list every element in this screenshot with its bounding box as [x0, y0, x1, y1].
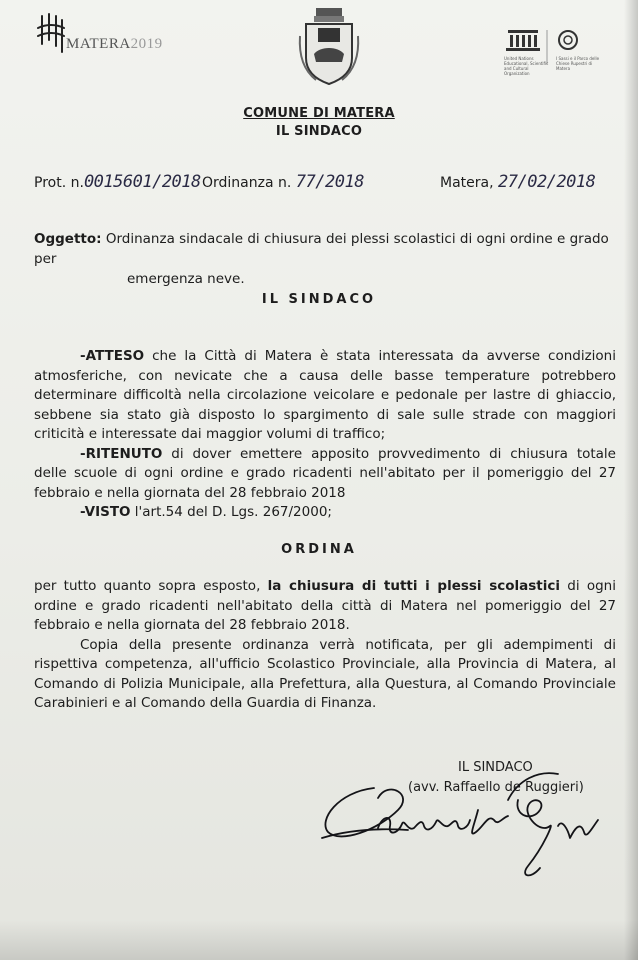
visto-text: l'art.54 del D. Lgs. 267/2000;	[130, 504, 332, 520]
ritenuto-text: di dover emettere apposito provvedimento di chiusura totale delle scuole di ogni ordine e grado ricadenti nell'abitato per il pomeriggio del 27 febbraio e nella giornata del 28 febbraio 2018	[34, 445, 616, 501]
order-paragraph	[34, 577, 616, 636]
place-label: Matera,	[440, 175, 494, 191]
visto-label: -VISTO	[80, 504, 131, 520]
matera-2019-logo-text: MATERA2019	[66, 36, 163, 52]
ordinance-value: 77/2018	[295, 172, 364, 192]
order-text	[34, 577, 616, 714]
atteso-paragraph	[34, 347, 616, 445]
ritenuto-paragraph	[34, 445, 616, 504]
subject	[34, 229, 614, 289]
signer-title: IL SINDACO	[458, 760, 533, 775]
subject-line-2: emergenza neve.	[127, 271, 245, 287]
page-shadow-right	[624, 0, 638, 960]
protocol-number	[34, 172, 201, 192]
heading-ordina: ORDINA	[281, 542, 357, 557]
subject-label: Oggetto:	[34, 231, 102, 247]
visto-paragraph	[34, 503, 616, 523]
atteso-text: che la Città di Matera è stata interessata da avverse condizioni atmosferiche, con nevicate che a causa delle basse temperature potrebbero determinare difficoltà nella circolazione veicolare e pedonale per lastre di ghiaccio, sebbene sia stato già disposto lo spargimento di sale sulle strade con maggiori criticità e interessate dai maggior volumi di traffico;	[34, 348, 616, 442]
ordinance-number	[202, 172, 364, 192]
protocol-value: 0015601/2018	[83, 172, 201, 192]
document-date	[440, 172, 595, 192]
date-value: 27/02/2018	[498, 172, 596, 192]
signer-name: (avv. Raffaello de Ruggieri)	[408, 780, 584, 795]
unesco-caption-right: I Sassi e il Parco delle Chiese Rupestri di Matera	[556, 56, 600, 71]
order-intro: per tutto quanto sopra esposto,	[34, 578, 268, 594]
office-title: IL SINDACO	[275, 124, 363, 139]
subject-line-1: Ordinanza sindacale di chiusura dei plessi scolastici di ogni ordine e grado per	[34, 231, 609, 267]
order-bold: la chiusura di tutti i plessi scolastici	[267, 578, 561, 594]
copy-paragraph: Copia della presente ordinanza verrà notificata, per gli adempimenti di rispettiva competenza, all'ufficio Scolastico Provinciale, alla Provincia di Matera, al Comando di Polizia Municipale, alla Prefettura, alla Questura, al Comando Provinciale Carabinieri e al Comando della Guardia di Finanza.	[34, 636, 616, 711]
handwritten-signature	[318, 770, 618, 900]
protocol-label: Prot. n.	[34, 175, 84, 191]
ritenuto-label: -RITENUTO	[80, 445, 163, 462]
order-rest: di ogni ordine e grado ricadenti nell'abitato della città di Matera nel pomeriggio del 27 febbraio e nella giornata del 28 febbraio 2018.	[34, 578, 616, 633]
unesco-caption-left: United Nations Educational, Scientific and Cultural Organization	[504, 56, 549, 76]
page-shadow-bottom	[0, 920, 638, 960]
city-crest-icon	[296, 6, 362, 88]
atteso-label: -ATTESO	[80, 348, 145, 364]
office-name: COMUNE DI MATERA	[243, 106, 395, 121]
ordinance-label: Ordinanza n.	[202, 175, 292, 191]
heading-il-sindaco: IL SINDACO	[261, 292, 377, 307]
considerations	[34, 347, 616, 523]
